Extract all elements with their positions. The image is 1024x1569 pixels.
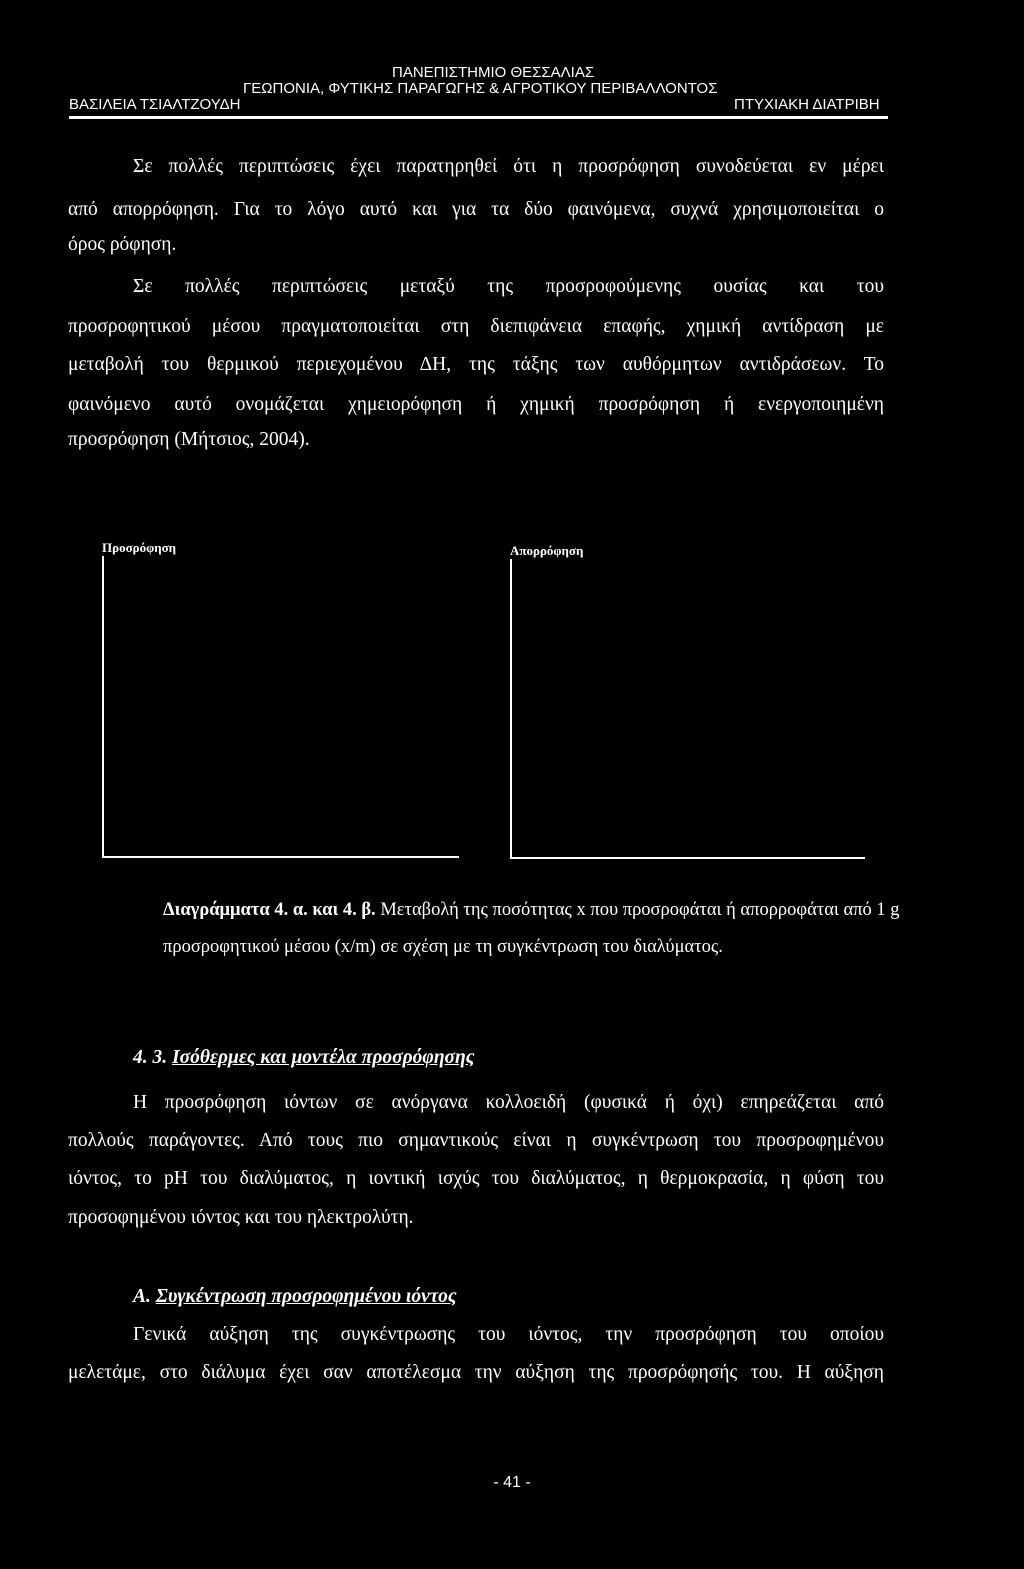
section-4-3-line4: προσοφημένου ιόντος και του ηλεκτρολύτη. [68,1207,414,1228]
diagram-absorption-label: Απορρόφηση [510,543,584,558]
section-a-line2: μελετάμε, στο διάλυμα έχει σαν αποτέλεσμα την αύξηση της προσρόφησής του. Η αύξηση [68,1362,884,1383]
header-author: ΒΑΣΙΛΕΙΑ ΤΣΙΑΛΤΖΟΥΔΗ [69,96,241,113]
para2-line3: μεταβολή του θερμικού περιεχομένου ΔΗ, της τάξης των αυθόρμητων αντιδράσεων. Το [68,354,884,375]
para1-line2: από απορρόφηση. Για το λόγο αυτό και για τα δύο φαινόμενα, συχνά χρησιμοποιείται ο [68,199,884,220]
para2-line5: προσρόφηση (Μήτσιος, 2004). [68,429,310,450]
section-a-title: Συγκέντρωση προσροφημένου ιόντος [155,1286,457,1307]
diagram-adsorption-label: Προσρόφηση [102,540,177,555]
diagram-absorption-y-axis [510,559,512,858]
section-4-3-line1: Η προσρόφηση ιόντων σε ανόργανα κολλοειδή (φυσικά ή όχι) επηρεάζεται από [133,1092,884,1113]
figure-caption-bold: Διαγράμματα 4. α. και 4. β. [163,900,376,920]
para1-line1: Σε πολλές περιπτώσεις έχει παρατηρηθεί ότι η προσρόφηση συνοδεύεται εν μέρει [133,156,884,177]
section-4-3-number: 4. 3. [133,1047,168,1068]
header-doc-type: ΠΤΥΧΙΑΚΗ ΔΙΑΤΡΙΒΗ [734,96,880,113]
diagram-adsorption-y-axis [102,556,104,857]
section-4-3-line3: ιόντος, το pH του διαλύματος, η ιοντική ισχύς του διαλύματος, η θερμοκρασία, η φύση του [68,1168,884,1189]
para2-line2: προσροφητικού μέσου πραγματοποιείται στη διεπιφάνεια επαφής, χημική αντίδραση με [68,316,884,337]
section-a-line1: Γενικά αύξηση της συγκέντρωσης του ιόντος, την προσρόφηση του οποίου [133,1324,884,1345]
page-number: - 41 - [493,1474,531,1491]
header-university: ΠΑΝΕΠΙΣΤΗΜΙΟ ΘΕΣΣΑΛΙΑΣ [392,64,595,81]
para2-line4: φαινόμενο αυτό ονομάζεται χημειορόφηση ή χημική προσρόφηση ή ενεργοποιημένη [68,394,884,415]
section-4-3-title: Ισόθερμες και μοντέλα προσρόφησης [172,1047,475,1068]
header-department: ΓΕΩΠΟΝΙΑ, ΦΥΤΙΚΗΣ ΠΑΡΑΓΩΓΗΣ & ΑΓΡΟΤΙΚΟΥ ΠΕΡΙΒΑΛΛΟΝΤΟΣ [243,80,718,97]
para1-line3: όρος ρόφηση. [68,234,177,255]
figure-caption-line1 [163,898,900,922]
figure-caption-line2: προσροφητικού μέσου (x/m) σε σχέση με τη συγκέντρωση του διαλύματος. [163,937,723,957]
section-4-3-line2: πολλούς παράγοντες. Από τους πιο σημαντικούς είναι η συγκέντρωση του προσροφημένου [68,1130,884,1151]
para2-line1: Σε πολλές περιπτώσεις μεταξύ της προσροφούμενης ουσίας και του [133,276,884,297]
figure-caption-text: Μεταβολή της ποσότητας x που προσροφάται ή απορροφάται από 1 g [375,900,900,920]
section-4-3-heading [133,1046,474,1070]
header-rule [69,116,888,119]
section-a-heading [133,1285,457,1309]
diagram-adsorption-x-axis [102,856,459,858]
section-a-number: Α. [133,1286,151,1307]
diagram-absorption-x-axis [510,857,865,859]
